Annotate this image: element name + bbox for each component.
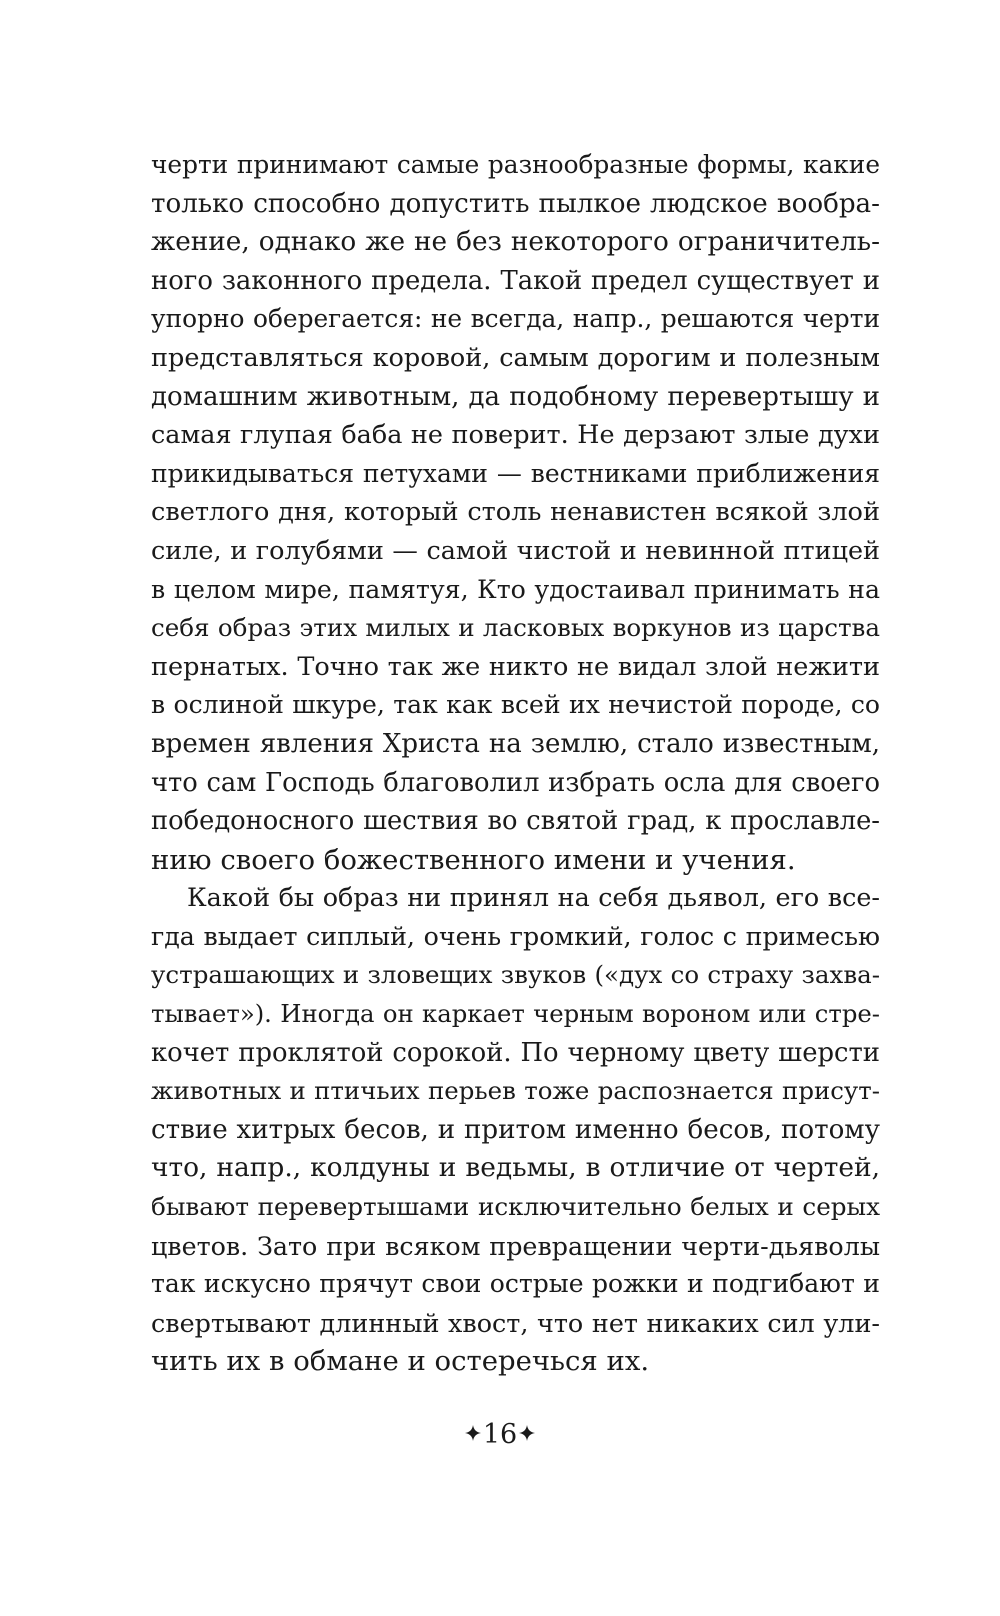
four-point-star-icon <box>463 1423 483 1443</box>
text-line: ствие хитрых бесов, и притом именно бесов, потому <box>151 1114 880 1145</box>
paragraph-1 <box>151 146 880 879</box>
text-line: самая глупая баба не поверит. Не дерзают злые духи <box>151 420 880 451</box>
text-line: чить их в обмане и остеречься их. <box>151 1345 650 1378</box>
text-line: только способно допустить пылкое людское вообра- <box>151 188 880 219</box>
text-line: домашним животным, да подобному перевертышу и <box>151 381 880 412</box>
text-line: в ослиной шкуре, так как всей их нечистой породе, со <box>151 690 880 720</box>
text-line: представляться коровой, самым дорогим и полезным <box>151 342 880 373</box>
text-line: ного законного предела. Такой предел существует и <box>151 265 880 296</box>
text-line: Какой бы образ ни принял на себя дьявол, его все- <box>187 883 880 914</box>
text-line: себя образ этих милых и ласковых воркунов из царства <box>151 613 880 643</box>
four-point-star-icon <box>517 1423 537 1443</box>
text-line: свертывают длинный хвост, что нет никаких сил ули- <box>151 1307 880 1338</box>
body-text <box>151 146 880 1381</box>
text-line: животных и птичьих перьев тоже распознается присут- <box>151 1076 880 1106</box>
text-line: тывает»). Иногда он каркает черным вороном или стре- <box>151 999 880 1029</box>
text-line: светлого дня, который столь ненавистен всякой злой <box>151 497 880 528</box>
text-line: в целом мире, памятуя, Кто удостаивал принимать на <box>151 574 880 604</box>
text-line: черти принимают самые разнообразные формы, какие <box>151 150 880 179</box>
text-line: цветов. Зато при всяком превращении черти-дьяволы <box>151 1230 880 1261</box>
text-line: пернатых. Точно так же никто не видал злой нежити <box>151 651 880 682</box>
paragraph-2 <box>151 879 880 1381</box>
text-line: что сам Господь благоволил избрать осла для своего <box>151 767 880 798</box>
text-line: что, напр., колдуны и ведьмы, в отличие от чертей, <box>151 1152 880 1184</box>
text-line: гда выдает сиплый, очень громкий, голос с примесью <box>151 921 880 951</box>
page-number-footer <box>0 1415 1000 1455</box>
text-line: упорно оберегается: не всегда, напр., решаются черти <box>151 304 880 334</box>
text-line: времен явления Христа на землю, стало известным, <box>151 728 880 759</box>
text-line: бывают перевертышами исключительно белых и серых <box>151 1192 880 1222</box>
text-line: прикидываться петухами — вестниками приближения <box>151 458 880 488</box>
text-line: устрашающих и зловещих звуков («дух со страху захва- <box>151 960 880 990</box>
text-line: жение, однако же не без некоторого ограничитель- <box>151 227 880 258</box>
text-line: так искусно прячут свои острые рожки и подгибают и <box>151 1269 880 1299</box>
text-line: победоносного шествия во святой град, к прославле- <box>151 806 880 837</box>
page-number: 16 <box>482 1419 518 1450</box>
text-line: нию своего божественного имени и учения. <box>151 843 796 876</box>
text-line: силе, и голубями — самой чистой и невинной птицей <box>151 535 880 566</box>
text-line: кочет проклятой сорокой. По черному цвету шерсти <box>151 1037 880 1068</box>
